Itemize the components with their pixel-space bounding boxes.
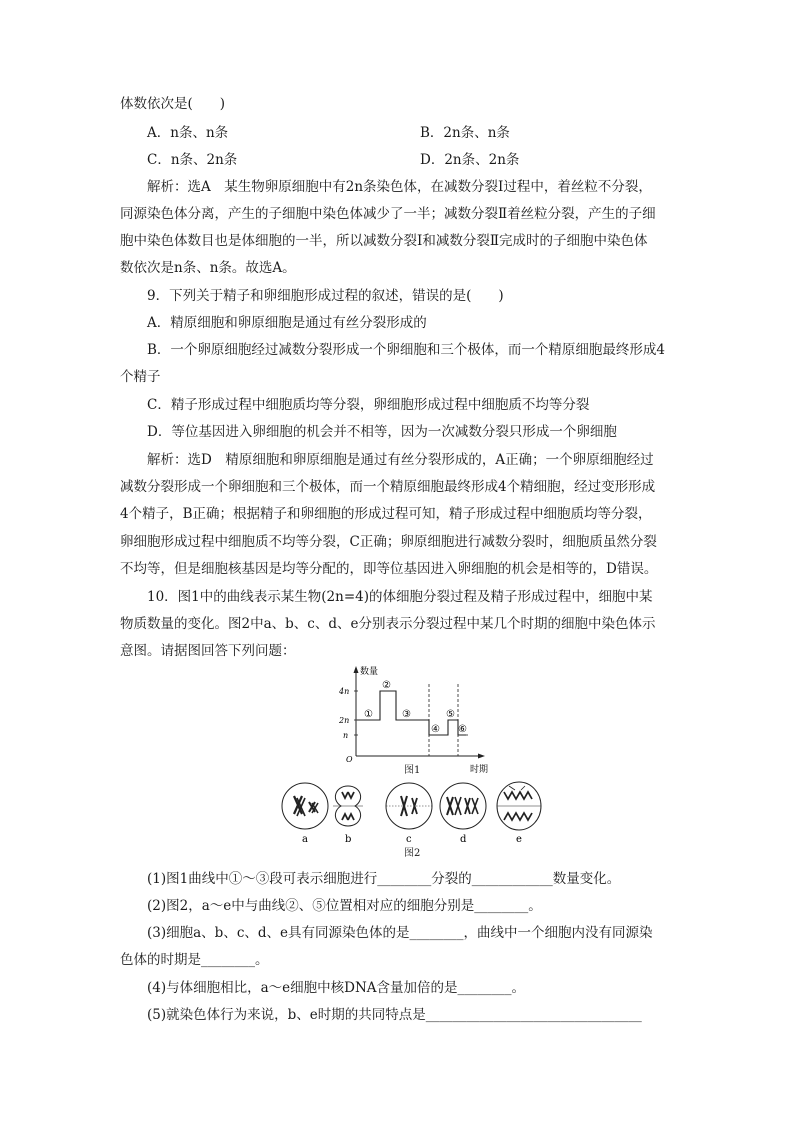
q9-option-continued: 个精子 [120, 369, 161, 385]
q10-subquestion: (1)图1曲线中①～③段可表示细胞进行________分裂的____________数量变化。 [147, 871, 621, 887]
q8-analysis-line: 胞中染色体数目也是体细胞的一半，所以减数分裂Ⅰ和减数分裂Ⅱ完成时的子细胞中染色体 [120, 233, 648, 249]
segment-label: ③ [402, 709, 411, 720]
q8-option-b: B．2n条、n条 [420, 125, 510, 141]
segment-label: ② [382, 680, 391, 691]
x-axis-arrow-icon [478, 754, 485, 759]
q8-analysis-line: 同源染色体分离，产生的子细胞中染色体减少了一半；减数分裂Ⅱ着丝粒分裂，产生的子细 [120, 206, 656, 222]
q10-subquestion: (5)就染色体行为来说，b、e时期的共同特点是________________________________ [147, 1007, 642, 1023]
q10-subquestion: (3)细胞a、b、c、d、e具有同源染色体的是________，曲线中一个细胞内没有同源染 [147, 925, 653, 941]
segment-label: ⑤ [446, 709, 455, 720]
cell-label: e [516, 834, 522, 845]
q9-analysis-line: 不均等，但是细胞核基因是均等分配的，即等位基因进入卵细胞的机会是相等的，D错误。 [120, 561, 658, 577]
y-axis-arrow-icon [354, 666, 359, 673]
segment-label: ⑥ [458, 724, 467, 735]
cell-label: d [460, 834, 467, 845]
x-axis-label: 时期 [470, 765, 489, 775]
cell-label: b [345, 834, 352, 845]
q10-subquestion: (2)图2，a～e中与曲线②、⑤位置相对应的细胞分别是________。 [147, 898, 542, 914]
q9-option: B．一个卵原细胞经过减数分裂形成一个卵细胞和三个极体，而一个精原细胞最终形成4 [147, 342, 666, 358]
segment-label: ① [364, 709, 373, 720]
figure1-caption: 图1 [404, 765, 421, 776]
cell-a-diagram [282, 783, 328, 829]
cell-c-diagram [386, 783, 432, 829]
q9-option: D．等位基因进入卵细胞的机会并不相等，因为一次减数分裂只形成一个卵细胞 [147, 424, 617, 440]
q9-stem: 9．下列关于精子和卵细胞形成过程的叙述，错误的是( ) [147, 288, 504, 304]
q8-option-d: D．2n条、2n条 [420, 152, 520, 168]
y-tick-label: 2n [339, 716, 350, 725]
q9-option: C．精子形成过程中细胞质均等分裂，卵细胞形成过程中细胞质不均等分裂 [147, 397, 590, 413]
q10-stem-line: 意图。请据图回答下列问题： [120, 643, 296, 659]
q8-analysis-line: 解析：选A 某生物卵原细胞中有2n条染色体，在减数分裂Ⅰ过程中，着丝粒不分裂， [147, 179, 652, 195]
q8-option-a: A．n条、n条 [147, 125, 229, 141]
q9-analysis-line: 解析：选D 精原细胞和卵原细胞是通过有丝分裂形成的，A正确；一个卵原细胞经过 [147, 452, 654, 468]
q10-stem-line: 10．图1中的曲线表示某生物(2n=4)的体细胞分裂过程及精子形成过程中，细胞中某 [147, 589, 653, 605]
figure2-cell-diagrams [275, 778, 545, 846]
q9-analysis-line: 卵细胞形成过程中细胞质不均等分裂，C正确；卵原细胞进行减数分裂时，细胞质虽然分裂 [120, 534, 657, 550]
y-axis-label: 数量 [360, 667, 379, 677]
q9-analysis-line: 减数分裂形成一个卵细胞和三个极体，而一个精原细胞最终形成4个精细胞，经过变形形成 [120, 479, 656, 495]
q10-subquestion-continued: 色体的时期是________。 [120, 952, 269, 968]
q9-analysis-line: 4个精子，B正确；根据精子和卵细胞的形成过程可知，精子形成过程中细胞质均等分裂， [120, 506, 652, 522]
cell-label: c [406, 834, 412, 845]
y-tick-label: n [343, 731, 349, 740]
q8-analysis-line: 数依次是n条、n条。故选A。 [120, 260, 296, 276]
q10-stem-line: 物质数量的变化。图2中a、b、c、d、e分别表示分裂过程中某几个时期的细胞中染色体示 [120, 616, 656, 632]
origin-label: O [346, 755, 353, 764]
segment-label: ④ [431, 724, 440, 735]
figure2-caption: 图2 [404, 848, 421, 859]
cell-e-diagram [497, 782, 541, 830]
q9-option: A．精原细胞和卵原细胞是通过有丝分裂形成的 [147, 315, 427, 331]
figure1-line-graph [330, 664, 500, 776]
cell-d-diagram [440, 783, 486, 829]
q10-subquestion: (4)与体细胞相比，a～e细胞中核DNA含量加倍的是________。 [147, 980, 526, 996]
q8-stem-tail: 体数依次是( ) [120, 96, 226, 112]
cell-b-diagram [333, 786, 363, 826]
y-tick-label: 4n [339, 687, 350, 696]
cell-label: a [302, 834, 308, 845]
q8-option-c: C．n条、2n条 [147, 152, 238, 168]
